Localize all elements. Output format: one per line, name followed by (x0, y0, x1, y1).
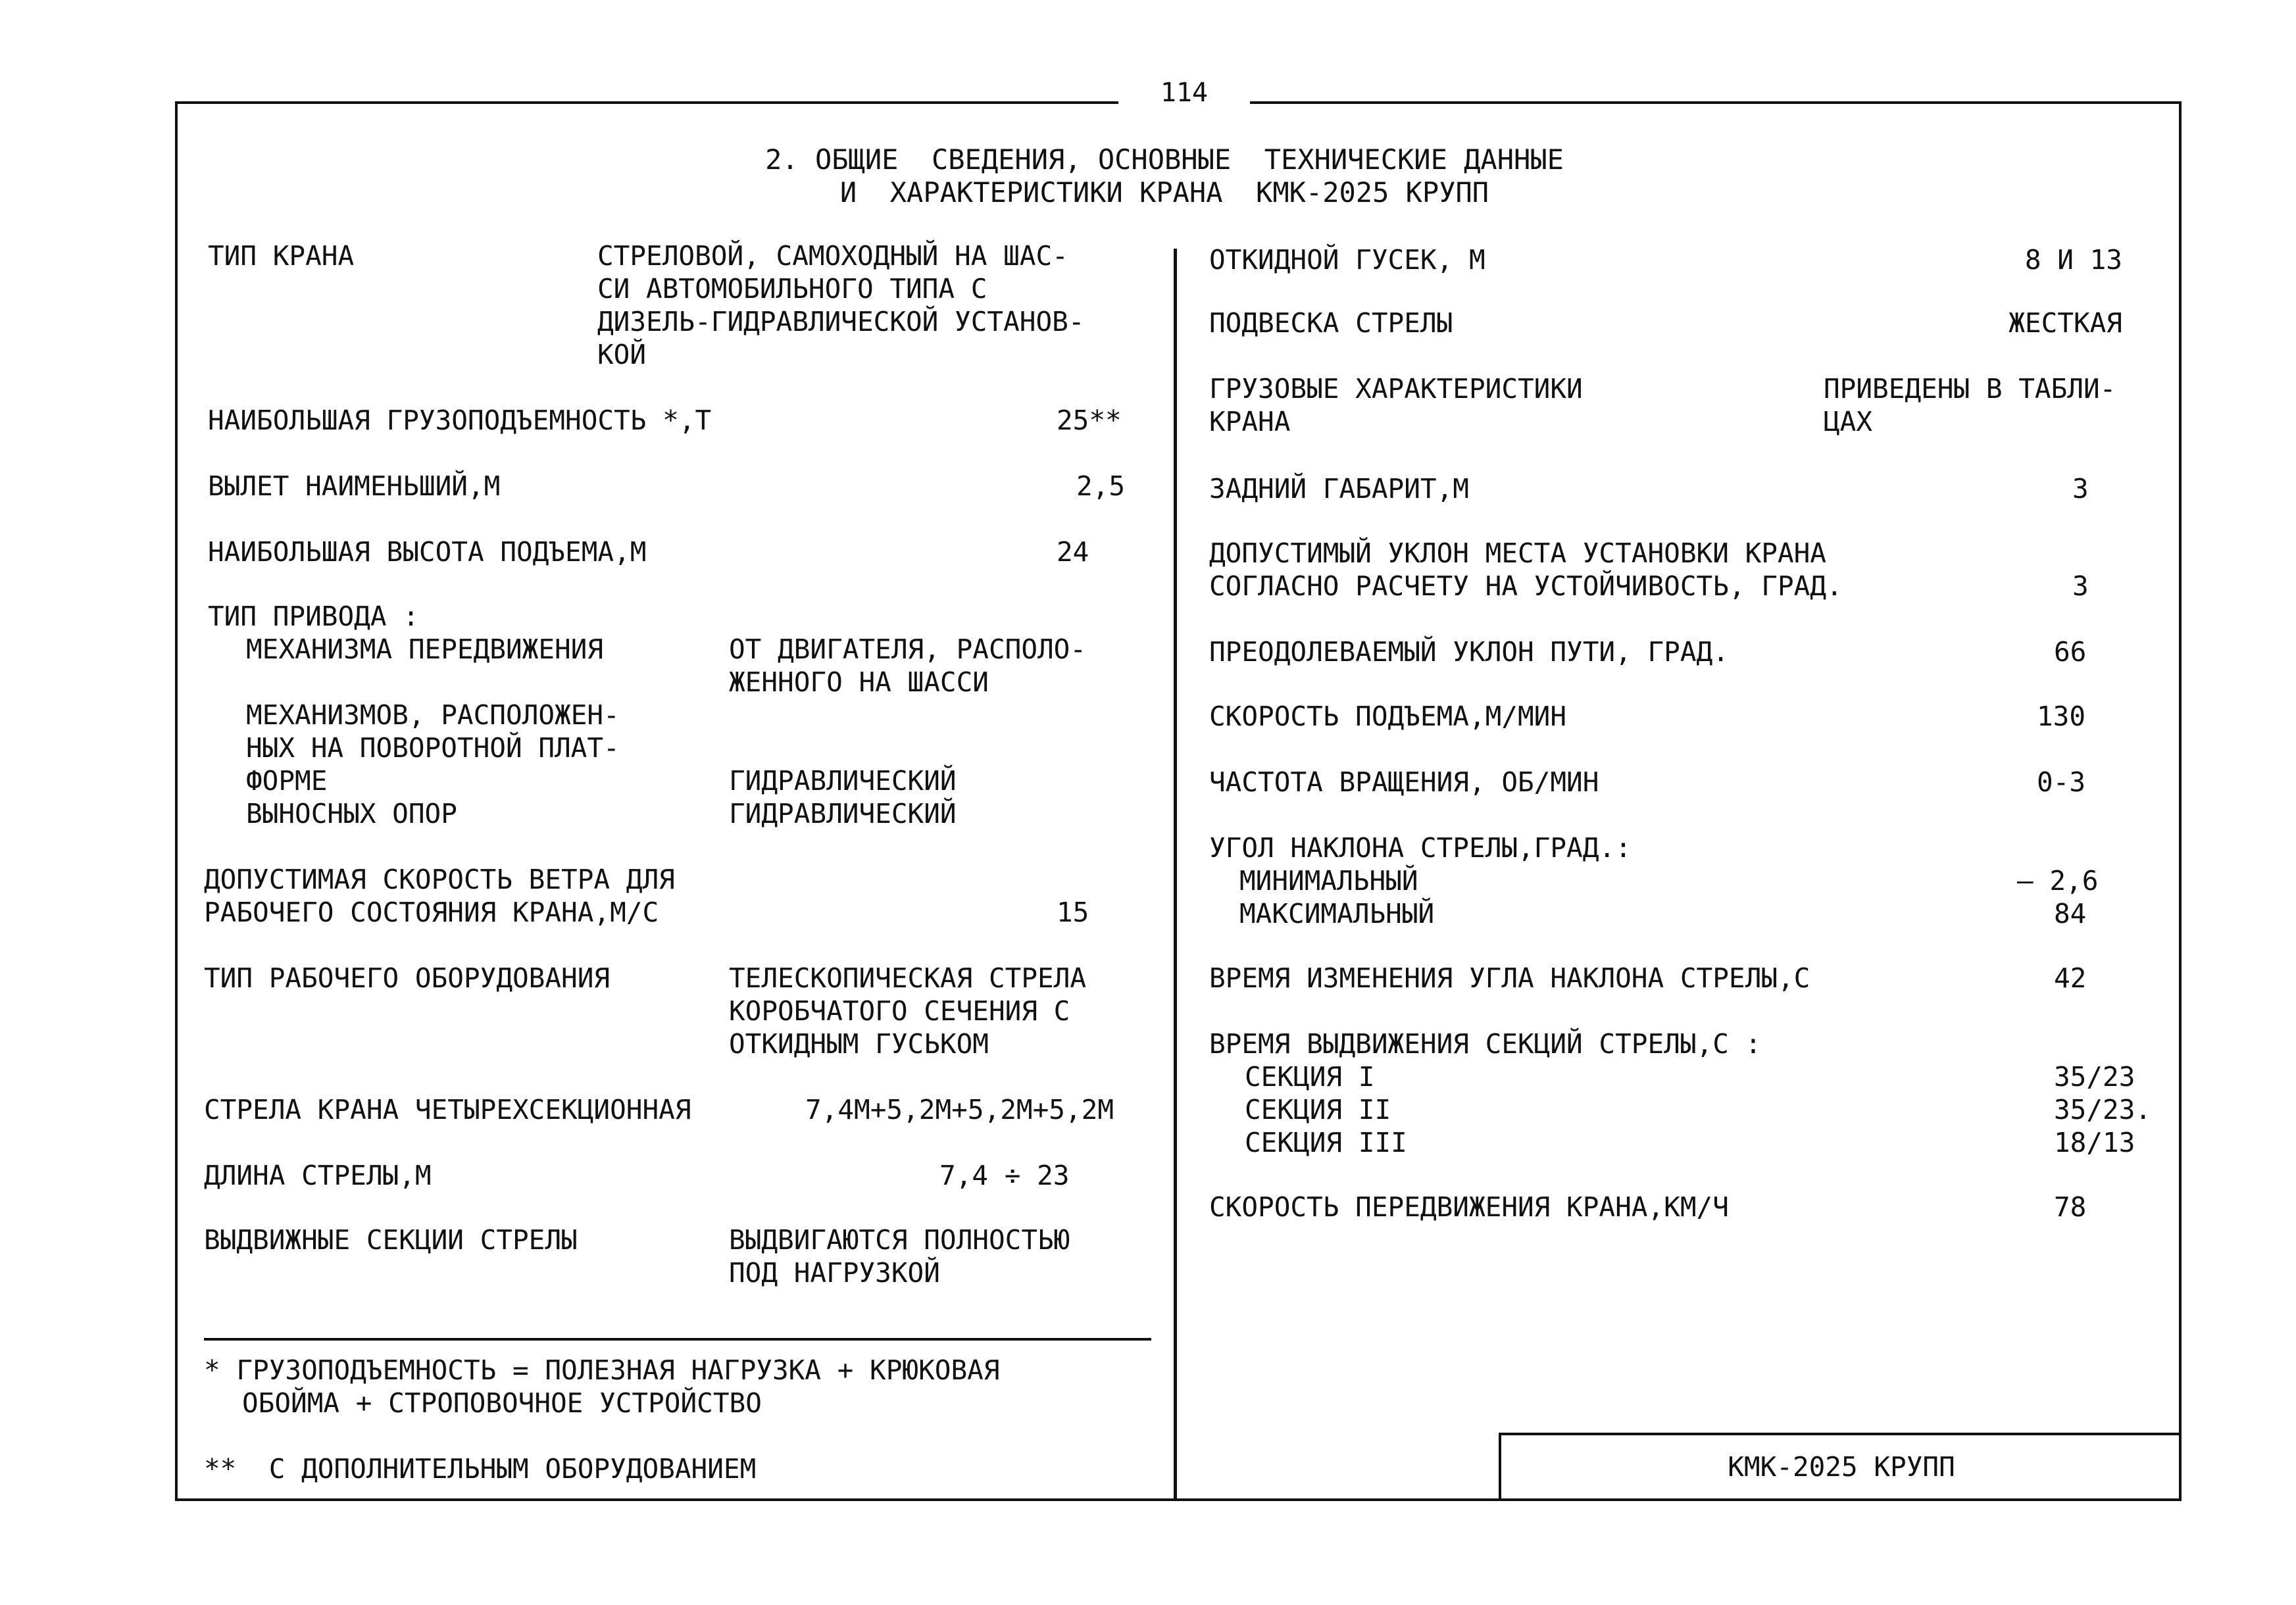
sections-label: ВЫДВИЖНЫЕ СЕКЦИИ СТРЕЛЫ (204, 1224, 578, 1256)
install-slope-value: 3 (2072, 570, 2089, 602)
travel-speed-value: 78 (2054, 1191, 2087, 1223)
equipment-label: ТИП РАБОЧЕГО ОБОРУДОВАНИЯ (204, 962, 611, 994)
extension-time-label: ВРЕМЯ ВЫДВИЖЕНИЯ СЕКЦИЙ СТРЕЛЫ,С : (1209, 1028, 1762, 1060)
column-divider (1174, 249, 1177, 1501)
min-reach-value: 2,5 (1076, 470, 1126, 502)
capacity-label: НАИБОЛЬШАЯ ГРУЗОПОДЪЕМНОСТЬ *,Т (208, 405, 712, 436)
section-title-line-2: И ХАРАКТЕРИСТИКИ КРАНА КМК-2025 КРУПП (839, 176, 1489, 209)
drive-type-label: ТИП ПРИВОДА : (208, 601, 419, 632)
jib-label: ОТКИДНОЙ ГУСЕК, М (1209, 244, 1485, 276)
footnote-1-line-1: * ГРУЗОПОДЪЕМНОСТЬ = ПОЛЕЗНАЯ НАГРУЗКА + КРЮКОВАЯ (204, 1354, 1000, 1386)
rear-clearance-value: 3 (2072, 473, 2089, 505)
section-1-value: 35/23 (2054, 1061, 2135, 1093)
section-3-value: 18/13 (2054, 1127, 2135, 1158)
sections-value-1: ВЫДВИГАЮТСЯ ПОЛНОСТЬЮ (729, 1224, 1070, 1256)
drive-mech-value: ГИДРАВЛИЧЕСКИЙ (729, 765, 957, 797)
equipment-value-1: ТЕЛЕСКОПИЧЕСКАЯ СТРЕЛА (729, 962, 1087, 994)
crane-type-value-4: КОЙ (597, 339, 647, 370)
equipment-value-2: КОРОБЧАТОГО СЕЧЕНИЯ С (729, 995, 1070, 1027)
footnote-1-line-2: ОБОЙМА + СТРОПОВОЧНОЕ УСТРОЙСТВО (242, 1387, 762, 1419)
title-block-stamp: КМК-2025 КРУПП (1499, 1433, 2182, 1501)
load-characteristics-label-1: ГРУЗОВЫЕ ХАРАКТЕРИСТИКИ (1209, 373, 1583, 405)
max-height-label: НАИБОЛЬШАЯ ВЫСОТА ПОДЪЕМА,М (208, 536, 647, 568)
suspension-value: ЖЕСТКАЯ (2009, 307, 2122, 339)
wind-label-1: ДОПУСТИМАЯ СКОРОСТЬ ВЕТРА ДЛЯ (204, 864, 675, 895)
boom-angle-min-value: — 2,6 (2017, 865, 2099, 897)
boom-label: СТРЕЛА КРАНА ЧЕТЫРЕХСЕКЦИОННАЯ (204, 1094, 691, 1125)
load-characteristics-label-2: КРАНА (1209, 406, 1291, 437)
drive-mech-label-1: МЕХАНИЗМОВ, РАСПОЛОЖЕН- (246, 699, 620, 731)
sections-value-2: ПОД НАГРУЗКОЙ (729, 1257, 940, 1289)
capacity-value: 25** (1057, 405, 1122, 436)
section-3-label: СЕКЦИЯ III (1245, 1127, 1407, 1158)
page-number: 114 (1160, 78, 1209, 108)
boom-length-value: 7,4 ÷ 23 (939, 1160, 1070, 1191)
crane-type-value-3: ДИЗЕЛЬ-ГИДРАВЛИЧЕСКОЙ УСТАНОВ- (597, 306, 1085, 337)
crane-type-label: ТИП КРАНА (208, 240, 355, 272)
footnote-2: ** С ДОПОЛНИТЕЛЬНЫМ ОБОРУДОВАНИЕМ (204, 1453, 757, 1485)
lift-speed-value: 130 (2037, 701, 2086, 732)
jib-value: 8 И 13 (2024, 244, 2122, 276)
drive-outrigger-value: ГИДРАВЛИЧЕСКИЙ (729, 798, 957, 829)
grade-value: 66 (2054, 636, 2087, 668)
crane-type-value-1: СТРЕЛОВОЙ, САМОХОДНЫЙ НА ШАС- (597, 240, 1068, 272)
page-frame (175, 101, 2182, 1501)
load-characteristics-value-2: ЦАХ (1824, 406, 1873, 437)
boom-angle-label: УГОЛ НАКЛОНА СТРЕЛЫ,ГРАД.: (1209, 832, 1632, 864)
footnote-rule (204, 1338, 1151, 1341)
boom-angle-max-value: 84 (2054, 898, 2087, 929)
drive-mech-label-2: НЫХ НА ПОВОРОТНОЙ ПЛАТ- (246, 732, 620, 764)
drive-travel-label: МЕХАНИЗМА ПЕРЕДВИЖЕНИЯ (246, 633, 604, 665)
install-slope-label-1: ДОПУСТИМЫЙ УКЛОН МЕСТА УСТАНОВКИ КРАНА (1209, 537, 1826, 569)
angle-change-time-label: ВРЕМЯ ИЗМЕНЕНИЯ УГЛА НАКЛОНА СТРЕЛЫ,С (1209, 962, 1810, 994)
wind-value: 15 (1057, 897, 1089, 928)
section-2-label: СЕКЦИЯ II (1245, 1094, 1391, 1125)
boom-value: 7,4М+5,2М+5,2М+5,2М (805, 1094, 1114, 1125)
load-characteristics-value-1: ПРИВЕДЕНЫ В ТАБЛИ- (1824, 373, 2116, 405)
grade-label: ПРЕОДОЛЕВАЕМЫЙ УКЛОН ПУТИ, ГРАД. (1209, 636, 1729, 668)
wind-label-2: РАБОЧЕГО СОСТОЯНИЯ КРАНА,М/С (204, 897, 659, 928)
section-title-line-1: 2. ОБЩИЕ СВЕДЕНИЯ, ОСНОВНЫЕ ТЕХНИЧЕСКИЕ ДАННЫЕ (765, 143, 1564, 176)
equipment-value-3: ОТКИДНЫМ ГУСЬКОМ (729, 1028, 989, 1060)
boom-length-label: ДЛИНА СТРЕЛЫ,М (204, 1160, 432, 1191)
rotation-label: ЧАСТОТА ВРАЩЕНИЯ, ОБ/МИН (1209, 766, 1599, 798)
boom-angle-min-label: МИНИМАЛЬНЫЙ (1239, 865, 1418, 897)
section-1-label: СЕКЦИЯ I (1245, 1061, 1375, 1093)
min-reach-label: ВЫЛЕТ НАИМЕНЬШИЙ,М (208, 470, 501, 502)
boom-angle-max-label: МАКСИМАЛЬНЫЙ (1239, 898, 1435, 929)
max-height-value: 24 (1057, 536, 1089, 568)
suspension-label: ПОДВЕСКА СТРЕЛЫ (1209, 307, 1453, 339)
rear-clearance-label: ЗАДНИЙ ГАБАРИТ,М (1209, 473, 1469, 505)
crane-type-value-2: СИ АВТОМОБИЛЬНОГО ТИПА С (597, 273, 987, 305)
drive-outrigger-label: ВЫНОСНЫХ ОПОР (246, 798, 457, 829)
lift-speed-label: СКОРОСТЬ ПОДЪЕМА,М/МИН (1209, 701, 1567, 732)
drive-mech-label-3: ФОРМЕ (246, 765, 328, 797)
travel-speed-label: СКОРОСТЬ ПЕРЕДВИЖЕНИЯ КРАНА,КМ/Ч (1209, 1191, 1729, 1223)
angle-change-time-value: 42 (2054, 962, 2087, 994)
install-slope-label-2: СОГЛАСНО РАСЧЕТУ НА УСТОЙЧИВОСТЬ, ГРАД. (1209, 570, 1843, 602)
section-2-value: 35/23. (2054, 1094, 2152, 1125)
rotation-value: 0-3 (2037, 766, 2086, 798)
drive-travel-value-2: ЖЕННОГО НА ШАССИ (729, 666, 989, 698)
drive-travel-value-1: ОТ ДВИГАТЕЛЯ, РАСПОЛО- (729, 633, 1087, 665)
